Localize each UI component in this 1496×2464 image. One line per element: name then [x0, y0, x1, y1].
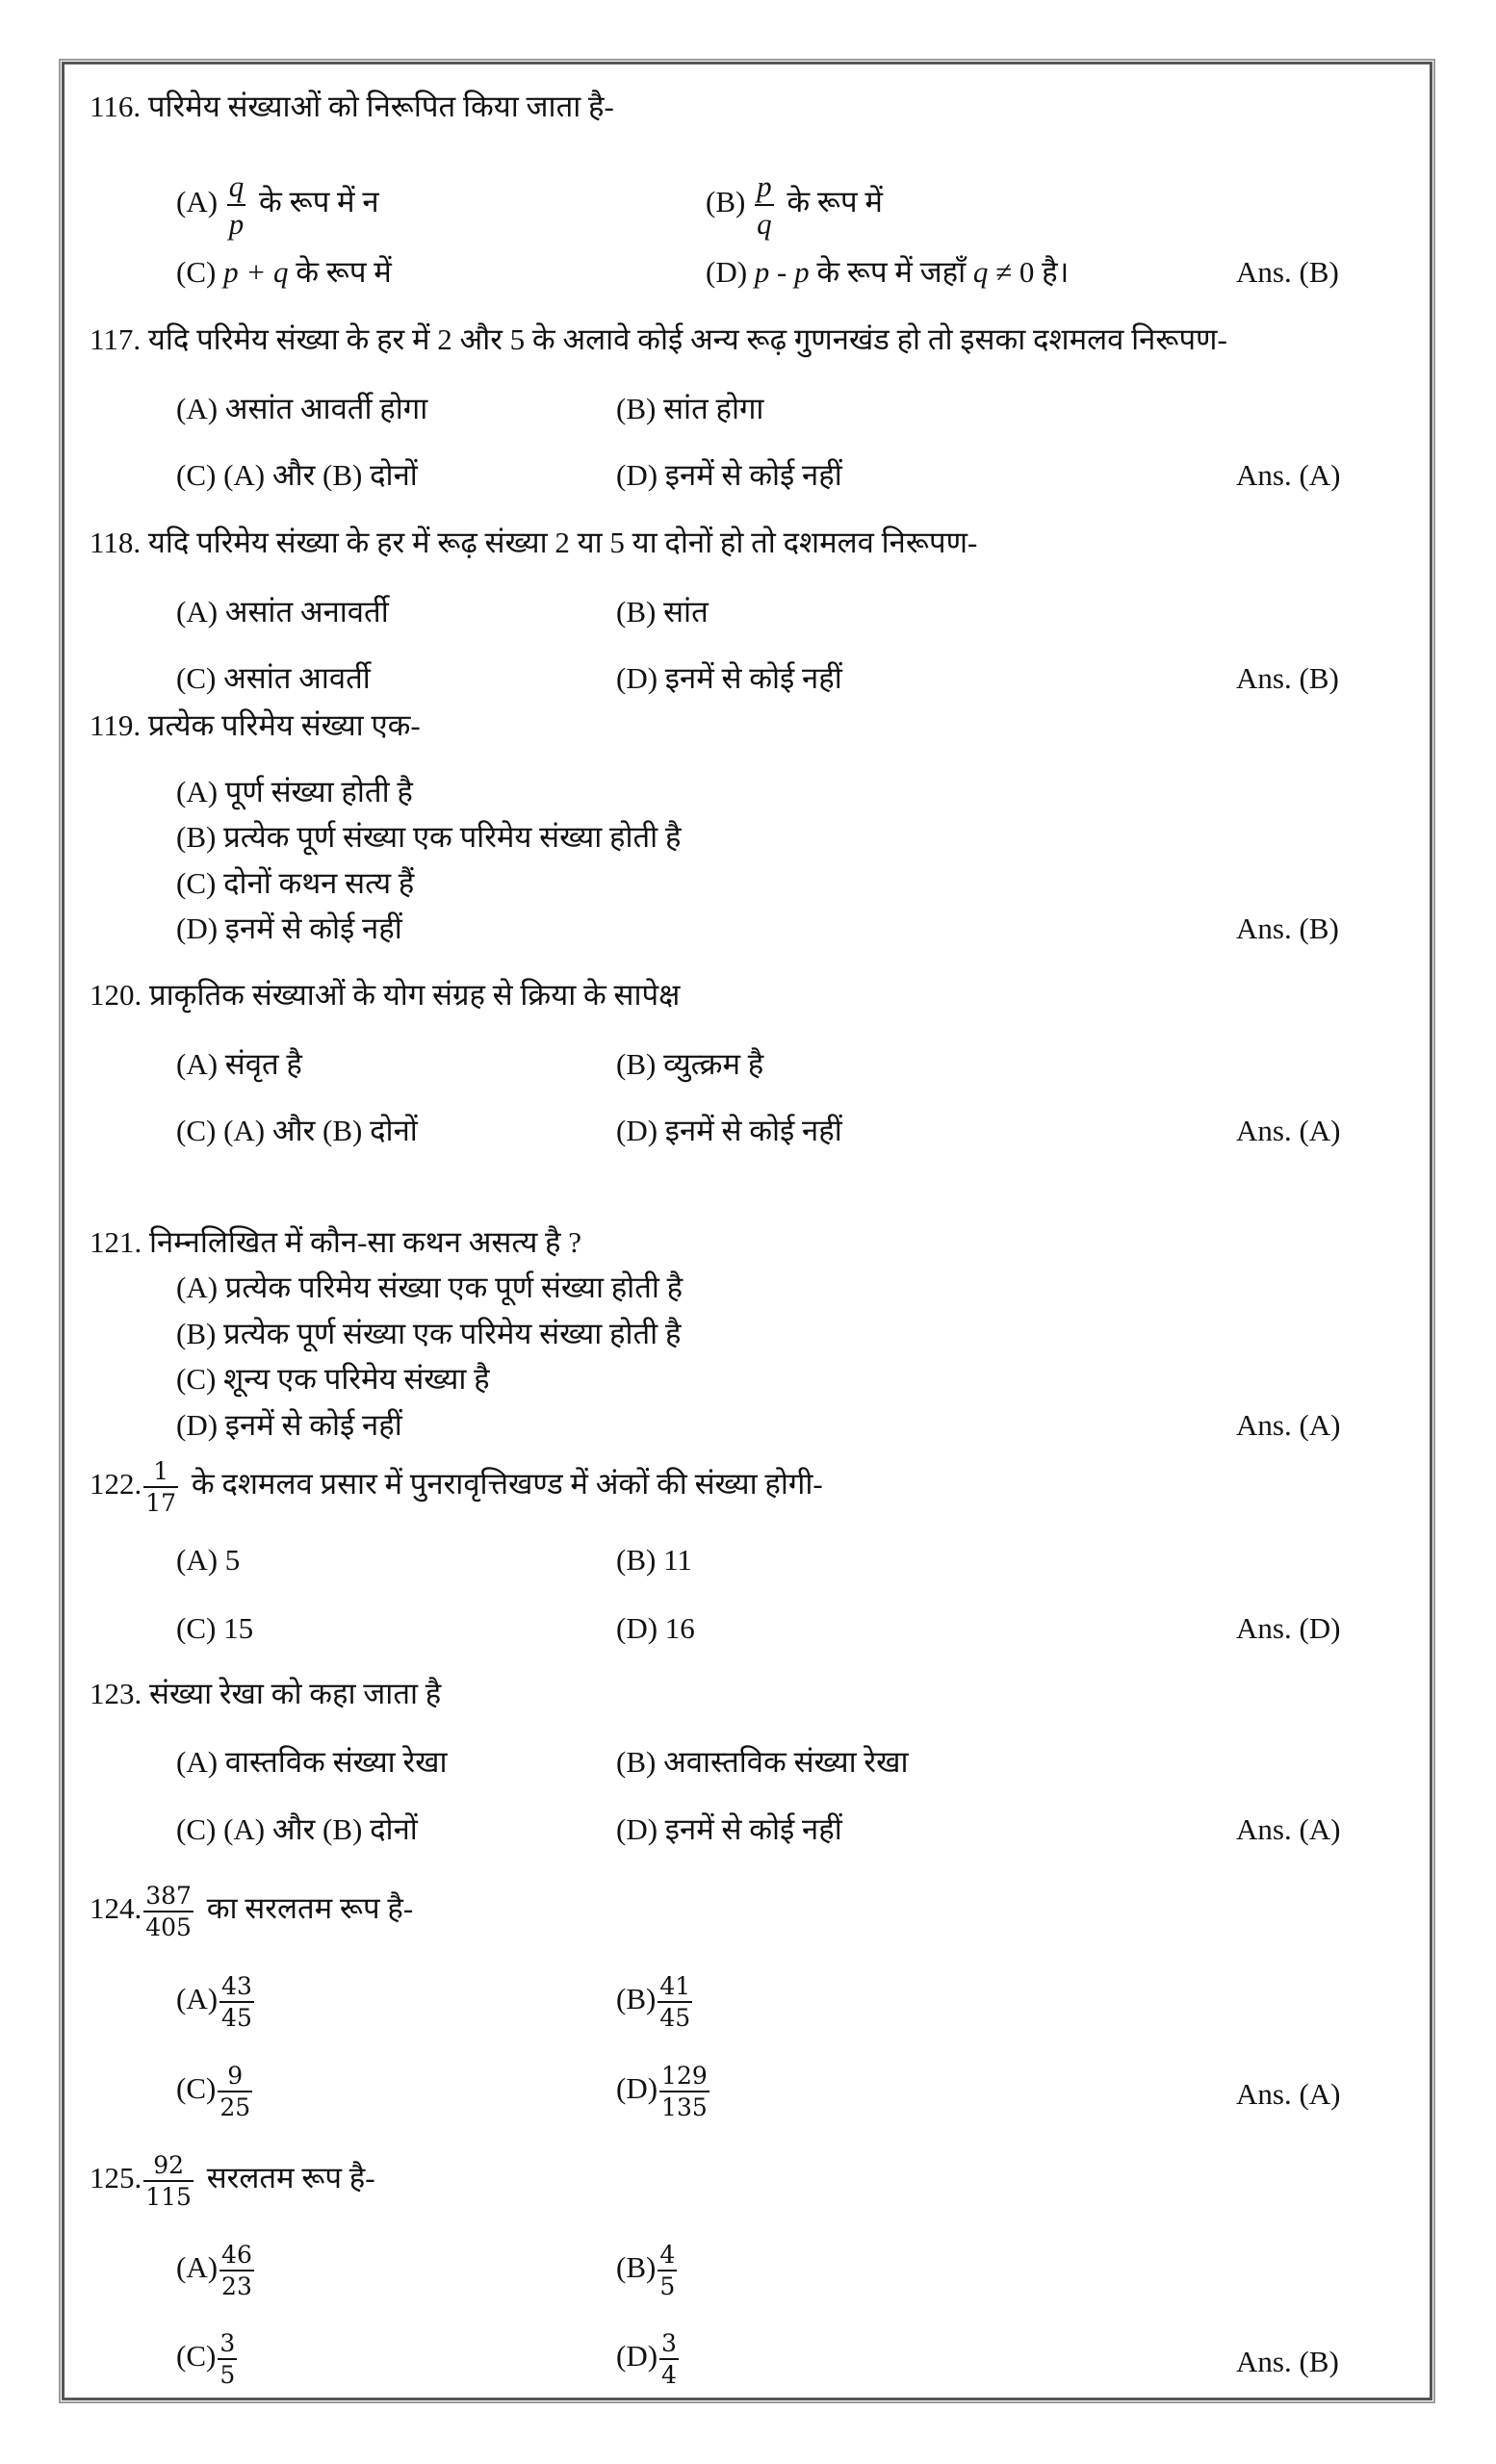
denominator: 5 [659, 2272, 676, 2300]
denominator: 135 [661, 2093, 708, 2121]
question-number: 122. [90, 1467, 142, 1502]
numerator: 4 [659, 2241, 676, 2269]
option-text: असांत अनावर्ती [224, 595, 389, 629]
option-text: इनमें से कोई नहीं [664, 1812, 842, 1846]
option-123-b [616, 1745, 909, 1780]
option-text: के रूप में न [259, 185, 379, 219]
option-text: (A) और (B) दोनों [223, 1114, 418, 1147]
option-119-a [176, 775, 413, 809]
option-118-c [176, 661, 371, 696]
answer-prefix: Ans. [1236, 911, 1292, 945]
answer-122 [1236, 1611, 1341, 1646]
question-text: यदि परिमेय संख्या के हर में रूढ़ संख्या 2 या 5 या दोनों हो तो दशमलव निरूपण- [147, 526, 978, 559]
option-label: (C) [176, 661, 217, 695]
question-number: 118. [90, 526, 142, 559]
option-text: 16 [664, 1611, 695, 1645]
option-120-c [176, 1114, 418, 1148]
option-label: (A) [176, 392, 219, 425]
option-label: (C) [176, 255, 217, 289]
option-122-a [176, 1543, 240, 1578]
answer-prefix: Ans. [1236, 1408, 1292, 1442]
answer-121 [1236, 1408, 1341, 1443]
option-text: 11 [663, 1543, 692, 1577]
question-text: सरलतम रूप है- [206, 2161, 375, 2195]
denominator: 25 [219, 2093, 251, 2121]
numerator: 129 [661, 2062, 708, 2090]
fraction [143, 1884, 193, 1939]
answer-prefix: Ans. [1236, 2077, 1292, 2111]
option-text: (A) और (B) दोनों [223, 1812, 418, 1846]
fraction [755, 171, 774, 239]
answer-124 [1236, 2077, 1341, 2112]
option-124-c [176, 2064, 258, 2119]
question-118 [90, 526, 977, 560]
option-text: असांत आवर्ती होगा [224, 392, 428, 425]
option-label: (D) [616, 1812, 658, 1846]
fraction [219, 1974, 254, 2030]
option-text: इनमें से कोई नहीं [664, 1114, 842, 1147]
fraction [143, 2153, 193, 2209]
question-text: का सरलतम रूप है- [206, 1891, 414, 1926]
option-label: (C) [176, 458, 217, 492]
option-label: (B) [616, 2250, 657, 2285]
fraction [218, 2064, 252, 2119]
denominator: 5 [219, 2361, 236, 2389]
question-125 [90, 2153, 375, 2209]
option-116-c [176, 255, 392, 290]
option-label: (D) [616, 2071, 658, 2106]
answer-value: (A) [1299, 2077, 1341, 2111]
option-label: (A) [176, 1270, 219, 1304]
option-text: प्रत्येक परिमेय संख्या एक पूर्ण संख्या होती है [224, 1270, 684, 1304]
question-text: प्रत्येक परिमेय संख्या एक- [147, 708, 421, 742]
answer-value: (B) [1299, 661, 1339, 695]
math-variable: q [972, 255, 989, 289]
option-125-d [616, 2331, 684, 2387]
answer-116 [1236, 255, 1339, 290]
answer-value: (B) [1299, 911, 1339, 945]
option-text: सांत होगा [663, 392, 764, 425]
option-116-a [176, 171, 379, 239]
answer-value: (B) [1299, 255, 1339, 289]
option-label: (A) [176, 1047, 219, 1081]
option-text: (A) और (B) दोनों [223, 458, 418, 492]
option-label: (B) [176, 1317, 217, 1350]
option-label: (B) [616, 1982, 657, 2016]
option-125-a [176, 2243, 260, 2298]
answer-prefix: Ans. [1236, 1812, 1292, 1846]
numerator: 9 [227, 2062, 244, 2090]
option-label: (B) [616, 392, 657, 425]
numerator: 3 [661, 2329, 677, 2357]
option-122-d [616, 1611, 695, 1646]
option-117-b [616, 392, 763, 426]
option-label: (B) [176, 820, 217, 854]
option-122-c [176, 1611, 253, 1646]
option-118-b [616, 595, 709, 629]
question-number: 116. [90, 90, 142, 123]
option-text: वास्तविक संख्या रेखा [224, 1745, 448, 1779]
option-text: प्रत्येक पूर्ण संख्या एक परिमेय संख्या होती है [223, 820, 682, 854]
option-label: (D) [616, 2339, 658, 2374]
option-text: इनमें से कोई नहीं [224, 1408, 402, 1442]
answer-value: (B) [1299, 2345, 1339, 2378]
denominator: 4 [661, 2361, 677, 2389]
math-expression: p - p [754, 255, 810, 289]
numerator: p [757, 169, 772, 203]
option-117-d [616, 458, 842, 493]
answer-125 [1236, 2345, 1339, 2379]
question-number: 119. [90, 708, 142, 742]
option-117-c [176, 458, 418, 493]
option-text: शून्य एक परिमेय संख्या है [223, 1362, 490, 1396]
option-label: (D) [176, 1408, 219, 1442]
answer-119 [1236, 911, 1339, 946]
option-123-c [176, 1812, 418, 1847]
question-text: परिमेय संख्याओं को निरूपित किया जाता है- [147, 90, 614, 123]
question-119 [90, 708, 421, 743]
option-119-d [176, 911, 402, 946]
option-119-c [176, 866, 414, 901]
option-label: (A) [176, 1543, 219, 1577]
option-121-d [176, 1408, 402, 1443]
fraction [227, 171, 246, 239]
option-text: सांत [663, 595, 709, 629]
option-116-d [706, 255, 1069, 290]
option-118-a [176, 595, 389, 629]
fraction [143, 1459, 178, 1515]
option-122-b [616, 1543, 692, 1578]
option-text: व्युत्क्रम है [663, 1047, 764, 1081]
denominator: 17 [145, 1489, 177, 1517]
option-label: (C) [176, 1362, 217, 1396]
question-116 [90, 90, 614, 124]
answer-120 [1236, 1114, 1341, 1148]
denominator: 115 [145, 2183, 192, 2211]
option-118-d [616, 661, 842, 696]
option-120-a [176, 1047, 302, 1082]
answer-value: (D) [1299, 1611, 1341, 1645]
question-number: 124. [90, 1891, 142, 1926]
denominator: 405 [145, 1913, 192, 1941]
fraction [658, 1974, 692, 2030]
option-label: (D) [616, 661, 658, 695]
numerator: 1 [153, 1457, 169, 1485]
answer-value: (A) [1299, 1812, 1341, 1846]
option-124-d [616, 2064, 715, 2119]
answer-prefix: Ans. [1236, 661, 1292, 695]
denominator: q [757, 207, 772, 241]
question-number: 117. [90, 322, 142, 356]
option-120-d [616, 1114, 842, 1148]
option-120-b [616, 1047, 763, 1082]
math-expression: p + q [223, 255, 289, 289]
option-label: (C) [176, 2339, 217, 2374]
option-label: (D) [616, 1611, 658, 1645]
option-label: (D) [706, 255, 748, 289]
question-120 [90, 978, 680, 1013]
numerator: 43 [221, 1972, 252, 2000]
numerator: 46 [221, 2241, 252, 2269]
option-text: प्रत्येक पूर्ण संख्या एक परिमेय संख्या होती है [223, 1317, 682, 1350]
option-123-a [176, 1745, 448, 1780]
option-text: इनमें से कोई नहीं [664, 661, 842, 695]
option-label: (D) [176, 911, 219, 945]
answer-123 [1236, 1812, 1341, 1847]
option-124-b [616, 1974, 698, 2030]
option-text: अवास्तविक संख्या रेखा [663, 1745, 909, 1779]
denominator: 45 [659, 2004, 691, 2032]
option-123-d [616, 1812, 842, 1847]
option-label: (A) [176, 595, 219, 629]
question-text: निम्नलिखित में कौन-सा कथन असत्य है ? [149, 1225, 582, 1259]
option-label: (B) [616, 595, 657, 629]
option-label: (A) [176, 1745, 219, 1779]
answer-118 [1236, 661, 1339, 696]
option-label: (A) [176, 185, 219, 219]
question-124 [90, 1884, 413, 1939]
option-121-c [176, 1362, 490, 1397]
option-label: (C) [176, 1812, 217, 1846]
option-text: के रूप में [296, 255, 392, 289]
question-number: 120. [90, 978, 142, 1012]
option-text: 5 [224, 1543, 241, 1577]
numerator: q [228, 169, 245, 203]
option-text: इनमें से कोई नहीं [224, 911, 402, 945]
question-117 [90, 322, 1227, 357]
numerator: 41 [659, 1972, 691, 2000]
option-125-b [616, 2243, 683, 2298]
fraction [658, 2243, 677, 2298]
question-number: 121. [90, 1225, 142, 1259]
fraction [219, 2243, 254, 2298]
option-label: (B) [706, 185, 746, 219]
answer-prefix: Ans. [1236, 1611, 1292, 1645]
fraction [659, 2331, 679, 2387]
option-tail: ≠ 0 है। [995, 255, 1070, 289]
option-124-a [176, 1974, 260, 2030]
option-text: इनमें से कोई नहीं [664, 458, 842, 492]
question-text: संख्या रेखा को कहा जाता है [149, 1677, 442, 1710]
numerator: 3 [219, 2329, 236, 2357]
option-text: 15 [223, 1611, 254, 1645]
option-label: (C) [176, 866, 217, 900]
option-label: (B) [616, 1745, 657, 1779]
fraction [218, 2331, 237, 2387]
option-text: असांत आवर्ती [223, 661, 371, 695]
denominator: 23 [221, 2272, 252, 2300]
answer-prefix: Ans. [1236, 255, 1292, 289]
question-number: 123. [90, 1677, 142, 1710]
answer-prefix: Ans. [1236, 458, 1292, 492]
option-label: (C) [176, 1611, 217, 1645]
answer-value: (A) [1299, 458, 1341, 492]
question-text: यदि परिमेय संख्या के हर में 2 और 5 के अलावे कोई अन्य रूढ़ गुणनखंड हो तो इसका दशमलव निरूपण- [147, 322, 1227, 356]
option-text: के रूप में जहाँ [816, 255, 967, 289]
denominator: 45 [221, 2004, 252, 2032]
option-text: दोनों कथन सत्य हैं [223, 866, 415, 900]
option-text: के रूप में [787, 185, 883, 219]
answer-prefix: Ans. [1236, 1114, 1292, 1147]
option-label: (C) [176, 1114, 217, 1147]
answer-prefix: Ans. [1236, 2345, 1292, 2378]
option-117-a [176, 392, 427, 426]
option-121-b [176, 1317, 681, 1351]
option-label: (D) [616, 458, 658, 492]
question-122 [90, 1459, 823, 1515]
option-label: (C) [176, 2071, 217, 2106]
question-number: 125. [90, 2161, 142, 2195]
numerator: 92 [153, 2151, 185, 2179]
option-label: (A) [176, 1982, 219, 2016]
option-121-a [176, 1270, 683, 1305]
answer-value: (A) [1299, 1114, 1341, 1147]
question-121 [90, 1225, 581, 1260]
answer-117 [1236, 458, 1341, 493]
option-119-b [176, 820, 681, 855]
question-text: प्राकृतिक संख्याओं के योग संग्रह से क्रिया के सापेक्ष [149, 978, 681, 1012]
answer-value: (A) [1299, 1408, 1341, 1442]
option-text: पूर्ण संख्या होती है [224, 775, 413, 808]
question-text: के दशमलव प्रसार में पुनरावृत्तिखण्ड में अंकों की संख्या होगी- [191, 1467, 823, 1502]
numerator: 387 [145, 1882, 192, 1910]
option-label: (D) [616, 1114, 658, 1147]
option-text: संवृत है [224, 1047, 302, 1081]
option-116-b [706, 171, 883, 239]
option-label: (A) [176, 775, 219, 808]
question-123 [90, 1677, 441, 1711]
denominator: p [228, 207, 245, 241]
fraction [659, 2064, 709, 2119]
option-label: (B) [616, 1543, 657, 1577]
option-125-c [176, 2331, 243, 2387]
option-label: (A) [176, 2250, 219, 2285]
option-label: (B) [616, 1047, 657, 1081]
